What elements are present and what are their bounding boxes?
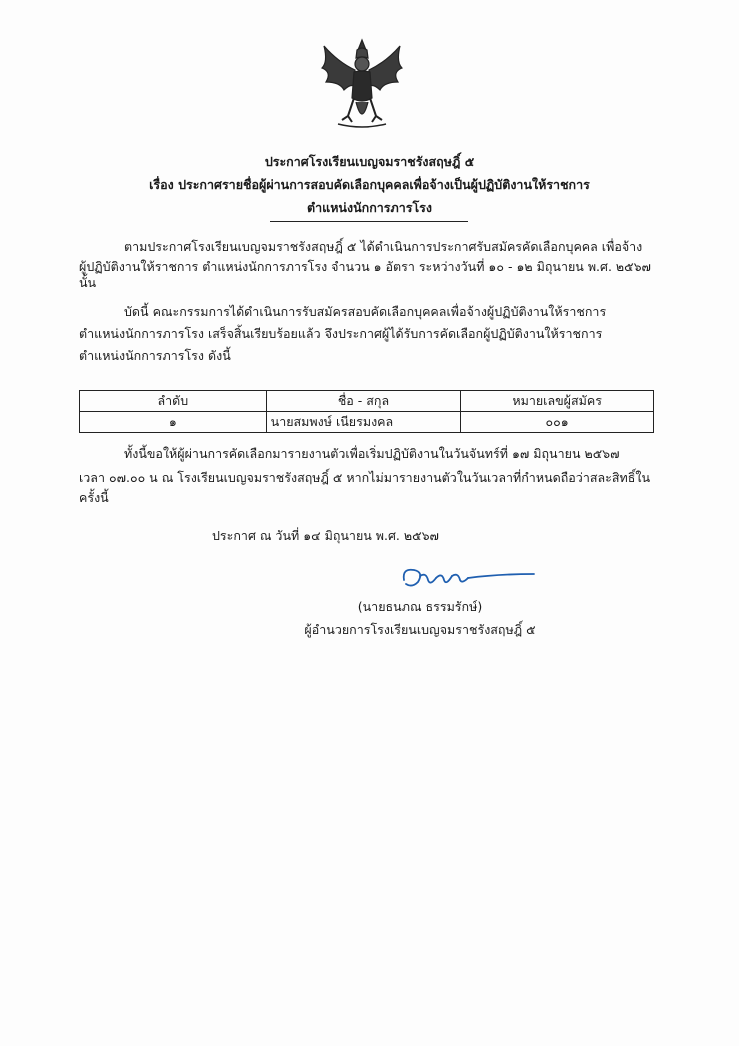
- paragraph-2-line-3: ตำแหน่งนักการภารโรง ดังนี้: [79, 348, 231, 363]
- paragraph-1-line-2: ผู้ปฏิบัติงานให้ราชการ ตำแหน่งนักการภารโรง จำนวน ๑ อัตรา ระหว่างวันที่ ๑๐ - ๑๒ มิถุนายน พ.ศ. ๒๕๖๗: [79, 259, 651, 274]
- announcement-date: ประกาศ ณ วันที่ ๑๔ มิถุนายน พ.ศ. ๒๕๖๗: [212, 528, 439, 543]
- table-row: [80, 412, 654, 433]
- announcement-subject: เรื่อง ประกาศรายชื่อผู้ผ่านการสอบคัดเลือกบุคคลเพื่อจ้างเป็นผู้ปฏิบัติงานให้ราชการ: [149, 177, 590, 192]
- paragraph-1-line-1: ตามประกาศโรงเรียนเบญจมราชรังสฤษฎิ์ ๕ ได้ดำเนินการประกาศรับสมัครคัดเลือกบุคคล เพื่อจ้าง: [124, 239, 643, 254]
- announcement-title: ประกาศโรงเรียนเบญจมราชรังสฤษฎิ์ ๕: [264, 154, 475, 169]
- cell-applicant-number: ๐๐๑: [461, 412, 654, 433]
- paragraph-3-line-1: ทั้งนี้ขอให้ผู้ผ่านการคัดเลือกมารายงานตัวเพื่อเริ่มปฏิบัติงานในวันจันทร์ที่ ๑๗ มิถุนายน ๒๕๖๗: [124, 446, 620, 461]
- paragraph-3-line-3: ครั้งนี้: [79, 490, 109, 505]
- column-header-applicant-number: หมายเลขผู้สมัคร: [461, 391, 654, 412]
- garuda-emblem-icon: [318, 36, 406, 132]
- announcement-position: ตำแหน่งนักการภารโรง: [307, 200, 432, 215]
- paragraph-2-line-2: ตำแหน่งนักการภารโรง เสร็จสิ้นเรียบร้อยแล้ว จึงประกาศผู้ได้รับการคัดเลือกผู้ปฏิบัติงานให้ราชการ: [79, 326, 603, 341]
- signature-icon: [398, 560, 538, 592]
- table-header-row: [80, 391, 654, 412]
- cell-order: ๑: [80, 412, 267, 433]
- paragraph-3-line-2: เวลา ๐๗.๐๐ น ณ โรงเรียนเบญจมราชรังสฤษฎิ์ ๕ หากไม่มารายงานตัวในวันเวลาที่กำหนดถือว่าสละสิทธิ์ใน: [79, 470, 650, 485]
- column-header-order: ลำดับ: [80, 391, 267, 412]
- paragraph-2-line-1: บัดนี้ คณะกรรมการได้ดำเนินการรับสมัครสอบคัดเลือกบุคคลเพื่อจ้างผู้ปฏิบัติงานให้ราชการ: [124, 304, 607, 319]
- signer-title: ผู้อำนวยการโรงเรียนเบญจมราชรังสฤษฎิ์ ๕: [304, 622, 536, 637]
- cell-name: นายสมพงษ์ เนียรมงคล: [266, 412, 461, 433]
- column-header-name: ชื่อ - สกุล: [266, 391, 461, 412]
- paragraph-1-line-3: นั้น: [79, 275, 97, 290]
- candidate-table: [79, 390, 654, 433]
- signer-name: (นายธนภณ ธรรมรักษ์): [357, 599, 483, 614]
- title-divider: [270, 221, 468, 222]
